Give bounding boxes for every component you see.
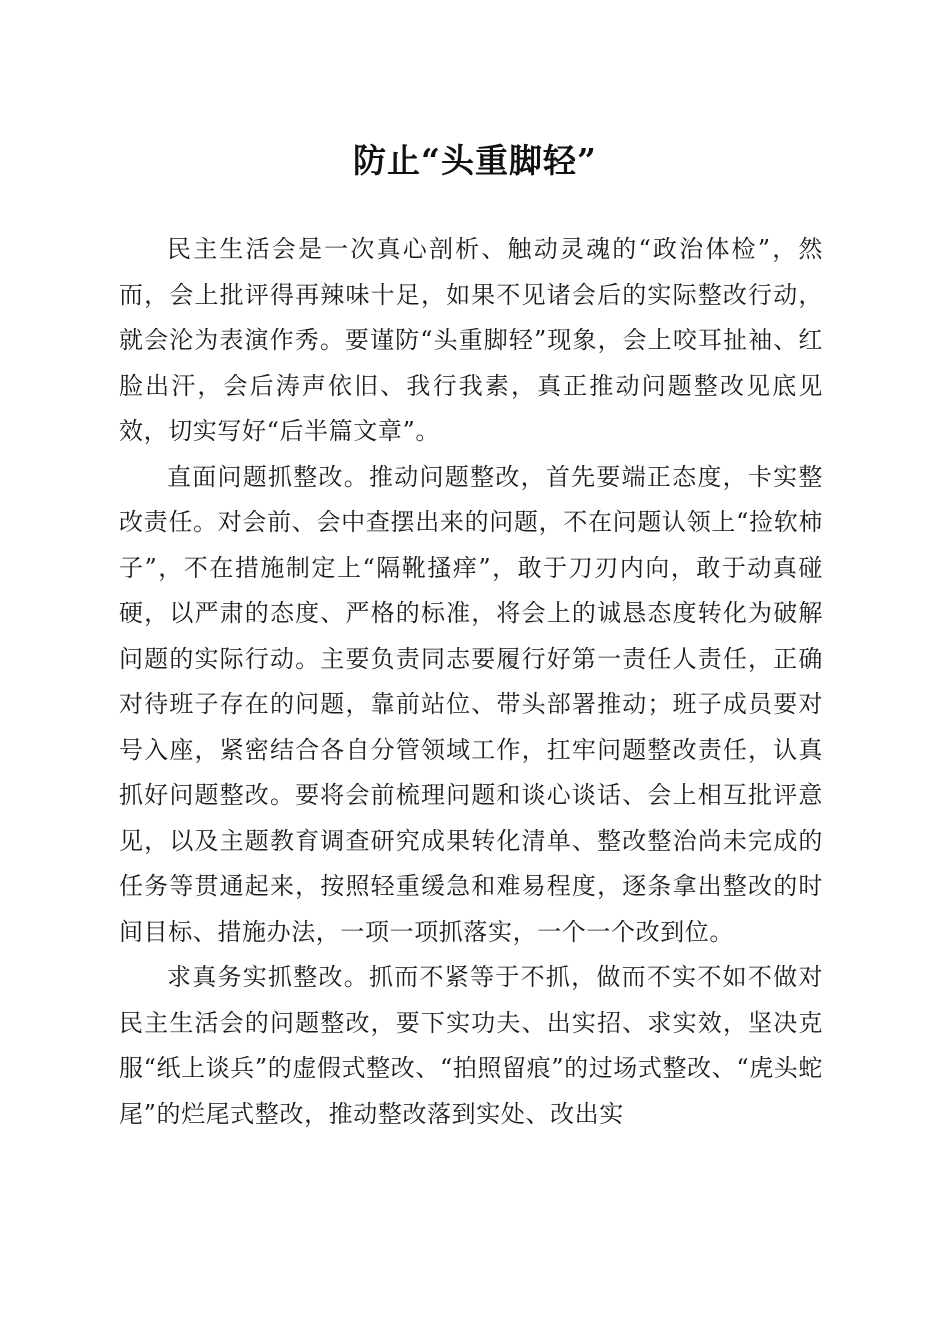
document-body: [119, 227, 823, 1137]
document-title: 防止“头重脚轻”: [353, 141, 597, 180]
paragraph-seek-truth: 求真务实抓整改。抓而不紧等于不抓，做而不实不如不做对民主生活会的问题整改，要下实功夫、出实招、求实效，坚决克服“纸上谈兵”的虚假式整改、“拍照留痕”的过场式整改、“虎头蛇尾”的烂尾式整改，推动整改落到实处、改出实: [119, 963, 823, 1128]
paragraph-intro: 民主生活会是一次真心剖析、触动灵魂的“政治体检”，然而，会上批评得再辣味十足，如果不见诸会后的实际整改行动，就会沦为表演作秀。要谨防“头重脚轻”现象，会上咬耳扯袖、红脸出汗，会后涛声依旧、我行我素，真正推动问题整改见底见效，切实写好“后半篇文章”。: [119, 235, 823, 445]
paragraph-face-problems: 直面问题抓整改。推动问题整改，首先要端正态度，卡实整改责任。对会前、会中查摆出来的问题，不在问题认领上“捡软柿子”，不在措施制定上“隔靴搔痒”，敢于刀刃内向，敢于动真碰硬，以严肃的态度、严格的标准，将会上的诚恳态度转化为破解问题的实际行动。主要负责同志要履行好第一责任人责任，正确对待班子存在的问题，靠前站位、带头部署推动；班子成员要对号入座，紧密结合各自分管领域工作，扛牢问题整改责任，认真抓好问题整改。要将会前梳理问题和谈心谈话、会上相互批评意见，以及主题教育调查研究成果转化清单、整改整治尚未完成的任务等贯通起来，按照轻重缓急和难易程度，逐条拿出整改的时间目标、措施办法，一项一项抓落实，一个一个改到位。: [119, 462, 823, 946]
